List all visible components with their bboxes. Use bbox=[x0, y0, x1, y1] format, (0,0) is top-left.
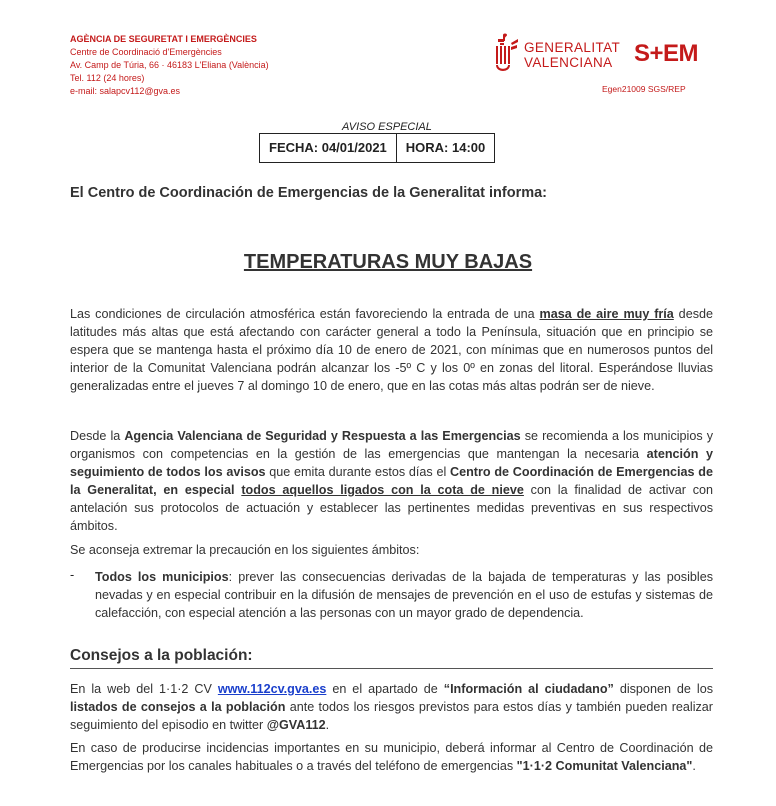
paragraph-precaution: Se aconseja extremar la precaución en los siguientes ámbitos: bbox=[70, 543, 420, 557]
sem-logo: S+EM bbox=[634, 40, 699, 67]
text-run: En la web del 1·1·2 CV bbox=[70, 682, 218, 696]
text-run: con la finalidad de activar con antelación sus protocolos de actuación y establecer las pertinentes medidas preventivas en sus respectivos ámbitos. bbox=[70, 483, 713, 533]
emphasis-agency: Agencia Valenciana de Seguridad y Respuesta a las Emergencias bbox=[124, 429, 521, 443]
text-run: En caso de producirse incidencias importantes en su municipio, deberá informar al Centro de Coordinación de Emergencias por los canales habituales o a través del teléfono de emergencias bbox=[70, 741, 713, 773]
agency-address: Av. Camp de Túria, 66 · 46183 L'Eliana (València) bbox=[70, 60, 269, 70]
emphasis-emergency-phone: "1·1·2 Comunitat Valenciana" bbox=[516, 759, 693, 773]
emphasis-attention: atención y seguimiento de todos los avisos bbox=[70, 447, 714, 479]
agency-phone: Tel. 112 (24 hores) bbox=[70, 73, 145, 83]
generalitat-shield-icon bbox=[494, 33, 520, 77]
text-run: Desde la bbox=[70, 429, 125, 443]
bullet-municipalities bbox=[95, 568, 713, 622]
notice-type: AVISO ESPECIAL bbox=[342, 121, 432, 133]
paragraph-recommendation bbox=[70, 427, 713, 535]
paragraph-incidents bbox=[70, 739, 713, 775]
emphasis-municipalities: Todos los municipios bbox=[95, 570, 229, 584]
text-run: disponen de los bbox=[613, 682, 714, 696]
paragraph-situation bbox=[70, 305, 713, 395]
section-heading-advice: Consejos a la población: bbox=[70, 647, 713, 669]
document-reference: Egen21009 SGS/REP bbox=[602, 84, 686, 94]
text-run: . bbox=[692, 759, 696, 773]
text-run: : prever las consecuencias derivadas de la bajada de temperaturas y las posibles nevadas y en especial contribuir en la difusión de mensajes de prevención en el uso de estufas y sistemas de calefacción, con especial atención a las personas con un mayor grado de dependencia. bbox=[95, 570, 713, 620]
agency-name: AGÈNCIA DE SEGURETAT I EMERGÈNCIES bbox=[70, 34, 257, 44]
text-run: ante todos los riesgos previstos para estos días y también pueden realizar seguimiento del episodio en twitter bbox=[70, 700, 713, 732]
text-run: en el apartado de bbox=[326, 682, 444, 696]
generalitat-word: GENERALITAT bbox=[524, 40, 621, 55]
date-time-box bbox=[259, 133, 495, 163]
notice-date: FECHA: 04/01/2021 bbox=[269, 140, 387, 155]
bullet-dash: - bbox=[70, 568, 75, 582]
text-run: se recomienda a los municipios y organismos con competencias en la gestión de las emergencias que mantengan la necesaria bbox=[70, 429, 713, 461]
agency-header bbox=[70, 33, 269, 98]
intro-heading: El Centro de Coordinación de Emergencias de la Generalitat informa: bbox=[70, 185, 547, 201]
valenciana-word: VALENCIANA bbox=[524, 55, 613, 70]
emphasis-snow-level: todos aquellos ligados con la cota de nieve bbox=[241, 483, 524, 497]
emphasis-cold-air: masa de aire muy fría bbox=[539, 307, 674, 321]
generalitat-wordmark bbox=[524, 40, 620, 70]
notice-time: HORA: 14:00 bbox=[396, 134, 494, 162]
text-run: que emita durante estos días el bbox=[265, 465, 451, 479]
twitter-handle: @GVA112 bbox=[266, 718, 326, 732]
emphasis-citizen-info: “Información al ciudadano” bbox=[443, 682, 614, 696]
website-link[interactable]: www.112cv.gva.es bbox=[217, 682, 327, 696]
text-run: . bbox=[325, 718, 330, 732]
paragraph-web-info bbox=[70, 680, 713, 734]
page-title: TEMPERATURAS MUY BAJAS bbox=[243, 251, 533, 273]
text-run: desde latitudes más altas que está afectando con carácter general a todo la Península, situación que en principio se espera que se mantenga hasta el próximo día 10 de enero de 2021, con mínimas que en numerosos puntos del interior de la Comunitat Valenciana podrán alcanzar los -5º C y los 0º en zonas del litoral. Esperándose lluvias generalizadas entre el jueves 7 al domingo 10 de enero, que en las cotas más altas podrán ser de nieve. bbox=[70, 307, 714, 393]
text-run: Las condiciones de circulación atmosférica están favoreciendo la entrada de una bbox=[70, 307, 540, 321]
emphasis-center: Centro de Coordinación de Emergencias de la Generalitat, en especial bbox=[70, 465, 713, 497]
agency-center: Centre de Coordinació d'Emergències bbox=[70, 47, 222, 57]
generalitat-logo bbox=[494, 33, 621, 77]
emphasis-advice-lists: listados de consejos a la población bbox=[70, 700, 286, 714]
agency-email: e-mail: salapcv112@gva.es bbox=[70, 86, 181, 96]
